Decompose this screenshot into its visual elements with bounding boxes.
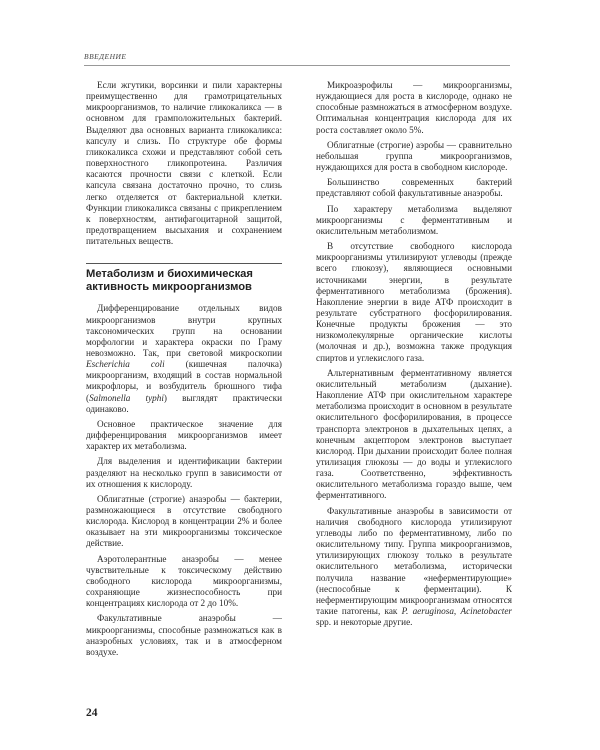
species-name: Acinetobacter <box>460 606 513 617</box>
paragraph-metabolism-types: По характеру метаболизма выделяют микроорганизмы с ферментативным и окислительным метаболизмом. <box>316 203 512 236</box>
text-run: spp. и некоторые другие. <box>316 617 413 628</box>
section-heading: Метаболизм и биохимическая активность микроорганизмов <box>86 263 282 293</box>
text-run: Факультативные анаэробы в зависимости от наличия свободного кислорода утилизируют углеводы либо по ферментативному, либо по окислительному типу. Группа микроорганизмов, утилизирующих глюкозу только в результате окислительного метаболизма, исторически получила название «неферментирующие» (неспособные к ферментации). К неферментирующим микроорганизмам относятся такие патогены, как <box>316 505 512 617</box>
paragraph-nonfermenters <box>316 506 512 629</box>
text-run: , <box>453 606 461 617</box>
text-run: (кишечная палочка) микроорганизм, входящий в состав нормальной микрофлоры, и возбудитель брюшного тифа ( <box>86 359 282 403</box>
text-run: ) выглядят практически одинаково. <box>86 392 282 414</box>
left-column <box>86 80 282 662</box>
header-rule <box>84 65 510 66</box>
paragraph-fermentation: В отсутствие свободного кислорода микроорганизмы утилизируют углеводы (прежде всего глюкозу), являющиеся основными источниками энергии, в результате ферментативного метаболизма (брожения). Накопление энергии в виде АТФ происходит в результате субстратного фосфорилирования. Конечные продукты брожения — это низкомолекулярные органические кислоты (молочная и др.), возможна также продукция спиртов и углекислого газа. <box>316 241 512 363</box>
paragraph-modern-bacteria: Большинство современных бактерий представляют собой факультативные анаэробы. <box>316 177 512 199</box>
paragraph-microaerophiles: Микроаэрофилы — микроорганизмы, нуждающиеся для роста в кислороде, однако не способные размножаться в атмосферном воздухе. Оптимальная концентрация кислорода для их роста составляет около 5%. <box>316 80 512 135</box>
paragraph-facultative-anaerobes: Факультативные анаэробы — микроорганизмы, способные размножаться как в анаэробных условиях, так и в атмосферном воздухе. <box>86 613 282 657</box>
paragraph-oxygen-groups: Для выделения и идентификации бактерии разделяют на несколько групп в зависимости от их отношения к кислороду. <box>86 456 282 489</box>
paragraph-aerotolerant: Аэротолерантные анаэробы — менее чувствительные к токсическому действию свободного кислорода микроорганизмы, сохраняющие жизнеспособность при концентрациях кислорода от 2 до 10%. <box>86 553 282 609</box>
paragraph-differentiation <box>86 303 282 415</box>
paragraph-obligate-aerobes: Облигатные (строгие) аэробы — сравнительно небольшая группа микроорганизмов, нуждающихся для роста в свободном кислороде. <box>316 139 512 173</box>
paragraph-obligate-anaerobes: Облигатные (строгие) анаэробы — бактерии, размножающиеся в отсутствие свободного кислорода. Кислород в концентрации 2% и более оказывает на эти микроорганизмы токсическое действие. <box>86 493 282 549</box>
running-head: ВВЕДЕНИЕ <box>84 52 127 61</box>
species-name: P. aeruginosa <box>401 606 454 617</box>
intro-paragraph: Если жгутики, ворсинки и пили характерны преимущественно для грамотрицательных микроорганизмов, то наличие гликокаликса — в основном для грамположительных бактерий. Выделяют два основных варианта гликокаликса: капсулу и слизь. По структуре обе формы гликокаликса схожи и представляют собой сеть поверхностного гликопротеина. Различия касаются прочности связи с клеткой. Если капсула связана достаточно прочно, то слизь легко отделяется от бактериальной клетки. Функции гликокаликса связаны с прикреплением к поверхностям, антифагоцитарной защитой, предотвращением высыхания и сохранением питательных веществ. <box>86 80 282 247</box>
species-name: Escherichia coli <box>86 359 165 370</box>
text-run: Дифференцирование отдельных видов микроорганизмов внутри крупных таксономических групп на основании морфологии и характера окраски по Граму невозможно. Так, при световой микроскопии <box>86 303 282 358</box>
paragraph-metabolism-importance: Основное практическое значение для дифференцирования микроорганизмов имеет характер их метаболизма. <box>86 418 282 452</box>
right-column <box>316 80 512 632</box>
species-name: Salmonella typhi <box>89 392 164 403</box>
page-number: 24 <box>86 707 98 719</box>
paragraph-respiration: Альтернативным ферментативному является окислительный метаболизм (дыхание). Накопление АТФ при окислительном характере метаболизма происходит в основном в результате окислительного фосфорилирования, в процессе транспорта электронов в дыхательных цепях, а конечным акцептором электронов выступает кислород. При дыхании происходит более полная утилизация глюкозы — до воды и углекислого газа. Соответственно, эффективность окислительного метаболизма гораздо выше, чем ферментативного. <box>316 367 512 501</box>
